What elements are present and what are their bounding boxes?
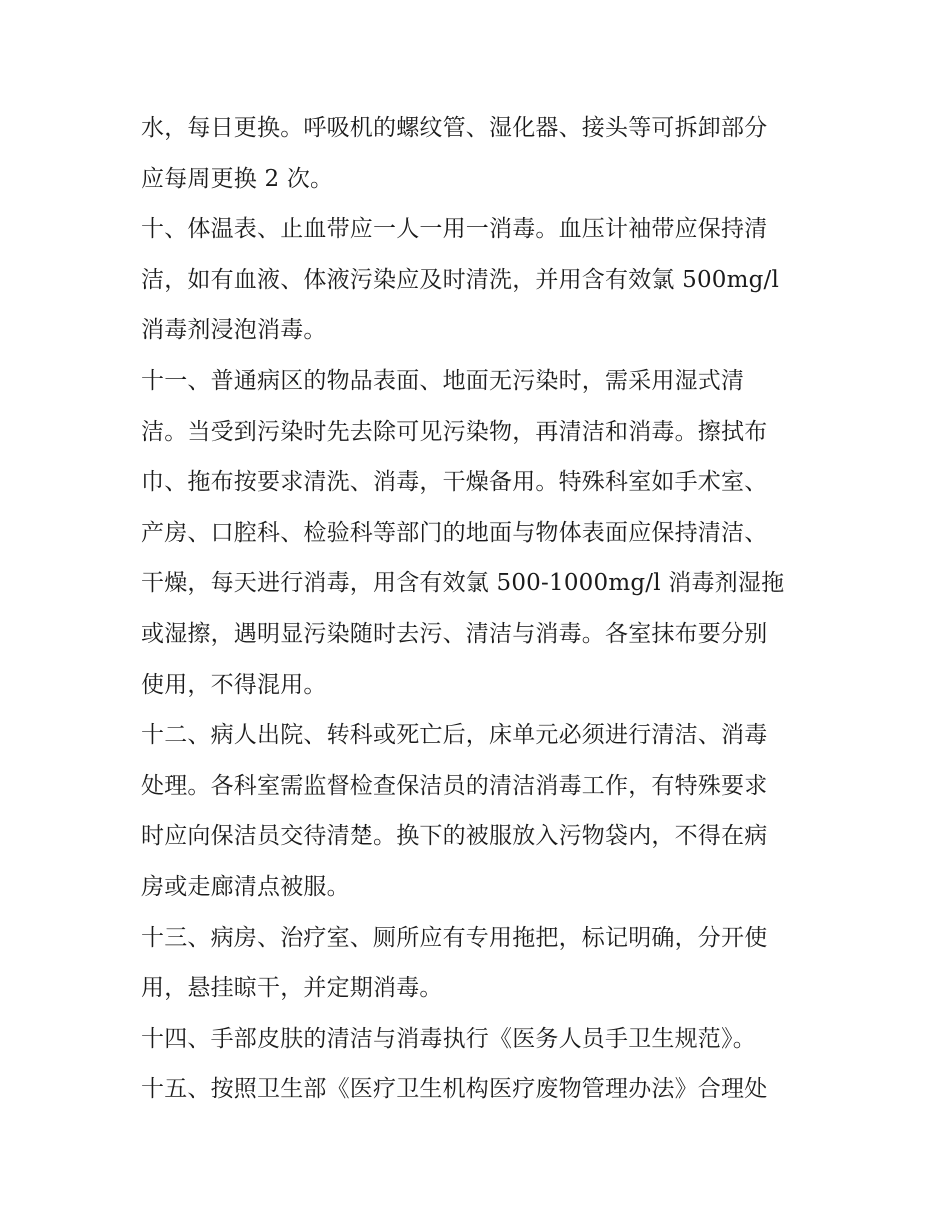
text-line: 消毒剂浸泡消毒。 xyxy=(141,317,327,344)
text-line: 干燥，每天进行消毒，用含有效氯 500-1000mg/l 消毒剂湿拖 xyxy=(141,570,785,597)
text-line: 产房、口腔科、检验科等部门的地面与物体表面应保持清洁、 xyxy=(141,519,768,546)
text-line: 十三、病房、治疗室、厕所应有专用拖把，标记明确，分开使 xyxy=(141,924,768,951)
text-line: 洁。当受到污染时先去除可见污染物，再清洁和消毒。擦拭布 xyxy=(141,418,768,445)
text-line: 或湿擦，遇明显污染随时去污、清洁与消毒。各室抹布要分别 xyxy=(141,620,768,647)
text-line: 时应向保洁员交待清楚。换下的被服放入污物袋内，不得在病 xyxy=(141,823,768,850)
text-line: 十二、病人出院、转科或死亡后，床单元必须进行清洁、消毒 xyxy=(141,722,768,749)
document-body xyxy=(141,103,821,1115)
text-line: 洁，如有血液、体液污染应及时清洗，并用含有效氯 500mg/l xyxy=(141,266,780,293)
text-line: 处理。各科室需监督检查保洁员的清洁消毒工作，有特殊要求 xyxy=(141,772,768,799)
text-line: 房或走廊清点被服。 xyxy=(141,873,350,900)
text-line: 使用，不得混用。 xyxy=(141,671,327,698)
text-line: 巾、拖布按要求清洗、消毒，干燥备用。特殊科室如手术室、 xyxy=(141,469,768,496)
text-line: 十五、按照卫生部《医疗卫生机构医疗废物管理办法》合理处 xyxy=(141,1076,768,1103)
text-line: 水，每日更换。呼吸机的螺纹管、湿化器、接头等可拆卸部分 xyxy=(141,115,768,141)
text-line: 十一、普通病区的物品表面、地面无污染时，需采用湿式清 xyxy=(141,367,745,394)
text-line: 十四、手部皮肤的清洁与消毒执行《医务人员手卫生规范》。 xyxy=(141,1025,756,1052)
text-line: 应每周更换 2 次。 xyxy=(141,165,334,192)
text-line: 十、体温表、止血带应一人一用一消毒。血压计袖带应保持清 xyxy=(141,216,768,243)
text-line: 用，悬挂晾干，并定期消毒。 xyxy=(141,975,443,1002)
